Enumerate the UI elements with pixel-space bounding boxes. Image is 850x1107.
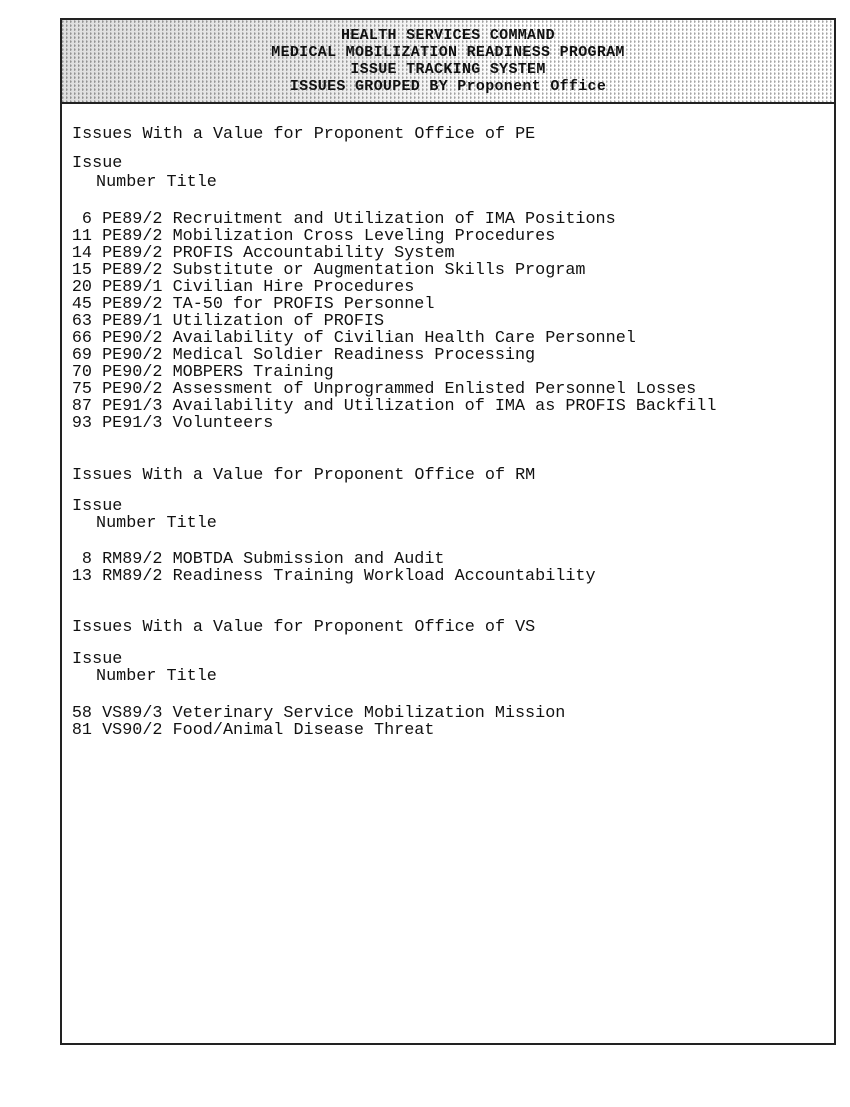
issue-row: [70, 228, 716, 245]
issue-index: 66: [71, 329, 92, 348]
issue-title: Availability of Civilian Health Care Personnel: [172, 329, 636, 348]
issue-number: PE89/2: [102, 227, 163, 246]
issue-row: [70, 313, 716, 330]
issue-row: [70, 211, 716, 228]
issue-title: Availability and Utilization of IMA as PROFIS Backfill: [172, 397, 717, 416]
issue-number: RM89/2: [102, 567, 163, 586]
column-header-number-title: Number Title: [96, 173, 217, 192]
issue-index: 63: [71, 312, 92, 331]
issue-index: 13: [71, 567, 92, 586]
section-title: Issues With a Value for Proponent Office of VS: [72, 618, 536, 637]
issue-title: Veterinary Service Mobilization Mission: [172, 704, 566, 723]
header-line-4: ISSUES GROUPED BY Proponent Office: [289, 78, 607, 95]
issue-row: [70, 296, 716, 313]
issue-index: 14: [71, 244, 92, 263]
issue-title: Readiness Training Workload Accountability: [172, 567, 596, 586]
column-header-issue: Issue: [72, 497, 123, 516]
issue-row: [70, 722, 565, 739]
issue-list: [70, 211, 716, 432]
issue-index: 93: [71, 414, 92, 433]
issue-title: Assessment of Unprogrammed Enlisted Personnel Losses: [172, 380, 697, 399]
issue-row: [70, 262, 716, 279]
issue-row: [70, 279, 716, 296]
header-line-1: HEALTH SERVICES COMMAND: [341, 27, 555, 44]
issue-index: 75: [71, 380, 92, 399]
section-title: Issues With a Value for Proponent Office of PE: [72, 125, 536, 144]
column-header-issue: Issue: [72, 154, 123, 173]
issue-index: 15: [71, 261, 92, 280]
issue-title: PROFIS Accountability System: [172, 244, 455, 263]
issue-list: [70, 705, 565, 739]
issue-number: PE89/1: [102, 312, 163, 331]
issue-index: 8: [81, 550, 92, 569]
issue-row: [70, 568, 596, 585]
issue-row: [70, 347, 716, 364]
issue-title: Food/Animal Disease Threat: [172, 721, 435, 740]
issue-title: TA-50 for PROFIS Personnel: [172, 295, 435, 314]
issue-index: 87: [71, 397, 92, 416]
issue-number: PE90/2: [102, 346, 163, 365]
issue-row: [70, 245, 716, 262]
issue-row: [70, 381, 716, 398]
issue-number: PE89/2: [102, 244, 163, 263]
issue-number: PE89/2: [102, 295, 163, 314]
issue-index: 11: [71, 227, 92, 246]
issue-title: Recruitment and Utilization of IMA Positions: [172, 210, 616, 229]
issue-row: [70, 551, 596, 568]
issue-index: 6: [81, 210, 92, 229]
issue-index: 70: [71, 363, 92, 382]
issue-title: Utilization of PROFIS: [172, 312, 385, 331]
issue-number: VS89/3: [102, 704, 163, 723]
issue-row: [70, 364, 716, 381]
issue-title: Civilian Hire Procedures: [172, 278, 415, 297]
issue-index: 69: [71, 346, 92, 365]
report-header: [62, 20, 834, 104]
issue-number: PE90/2: [102, 363, 163, 382]
header-line-2: MEDICAL MOBILIZATION READINESS PROGRAM: [271, 44, 625, 61]
issue-row: [70, 398, 716, 415]
issue-number: PE90/2: [102, 380, 163, 399]
issue-title: Medical Soldier Readiness Processing: [172, 346, 536, 365]
column-header-number-title: Number Title: [96, 667, 217, 686]
issue-index: 45: [71, 295, 92, 314]
issue-list: [70, 551, 596, 585]
issue-title: Volunteers: [172, 414, 274, 433]
issue-title: MOBTDA Submission and Audit: [172, 550, 445, 569]
issue-number: PE90/2: [102, 329, 163, 348]
issue-index: 20: [71, 278, 92, 297]
issue-number: VS90/2: [102, 721, 163, 740]
issue-title: MOBPERS Training: [172, 363, 334, 382]
issue-row: [70, 705, 565, 722]
header-line-3: ISSUE TRACKING SYSTEM: [350, 61, 546, 78]
column-header-issue: Issue: [72, 650, 123, 669]
column-header-number-title: Number Title: [96, 514, 217, 533]
issue-title: Substitute or Augmentation Skills Program: [172, 261, 586, 280]
issue-number: PE89/1: [102, 278, 163, 297]
issue-title: Mobilization Cross Leveling Procedures: [172, 227, 556, 246]
issue-row: [70, 330, 716, 347]
issue-number: PE89/2: [102, 261, 163, 280]
issue-row: [70, 415, 716, 432]
issue-number: RM89/2: [102, 550, 163, 569]
issue-index: 58: [71, 704, 92, 723]
issue-index: 81: [71, 721, 92, 740]
issue-number: PE91/3: [102, 414, 163, 433]
issue-number: PE91/3: [102, 397, 163, 416]
issue-number: PE89/2: [102, 210, 163, 229]
section-title: Issues With a Value for Proponent Office of RM: [72, 466, 536, 485]
